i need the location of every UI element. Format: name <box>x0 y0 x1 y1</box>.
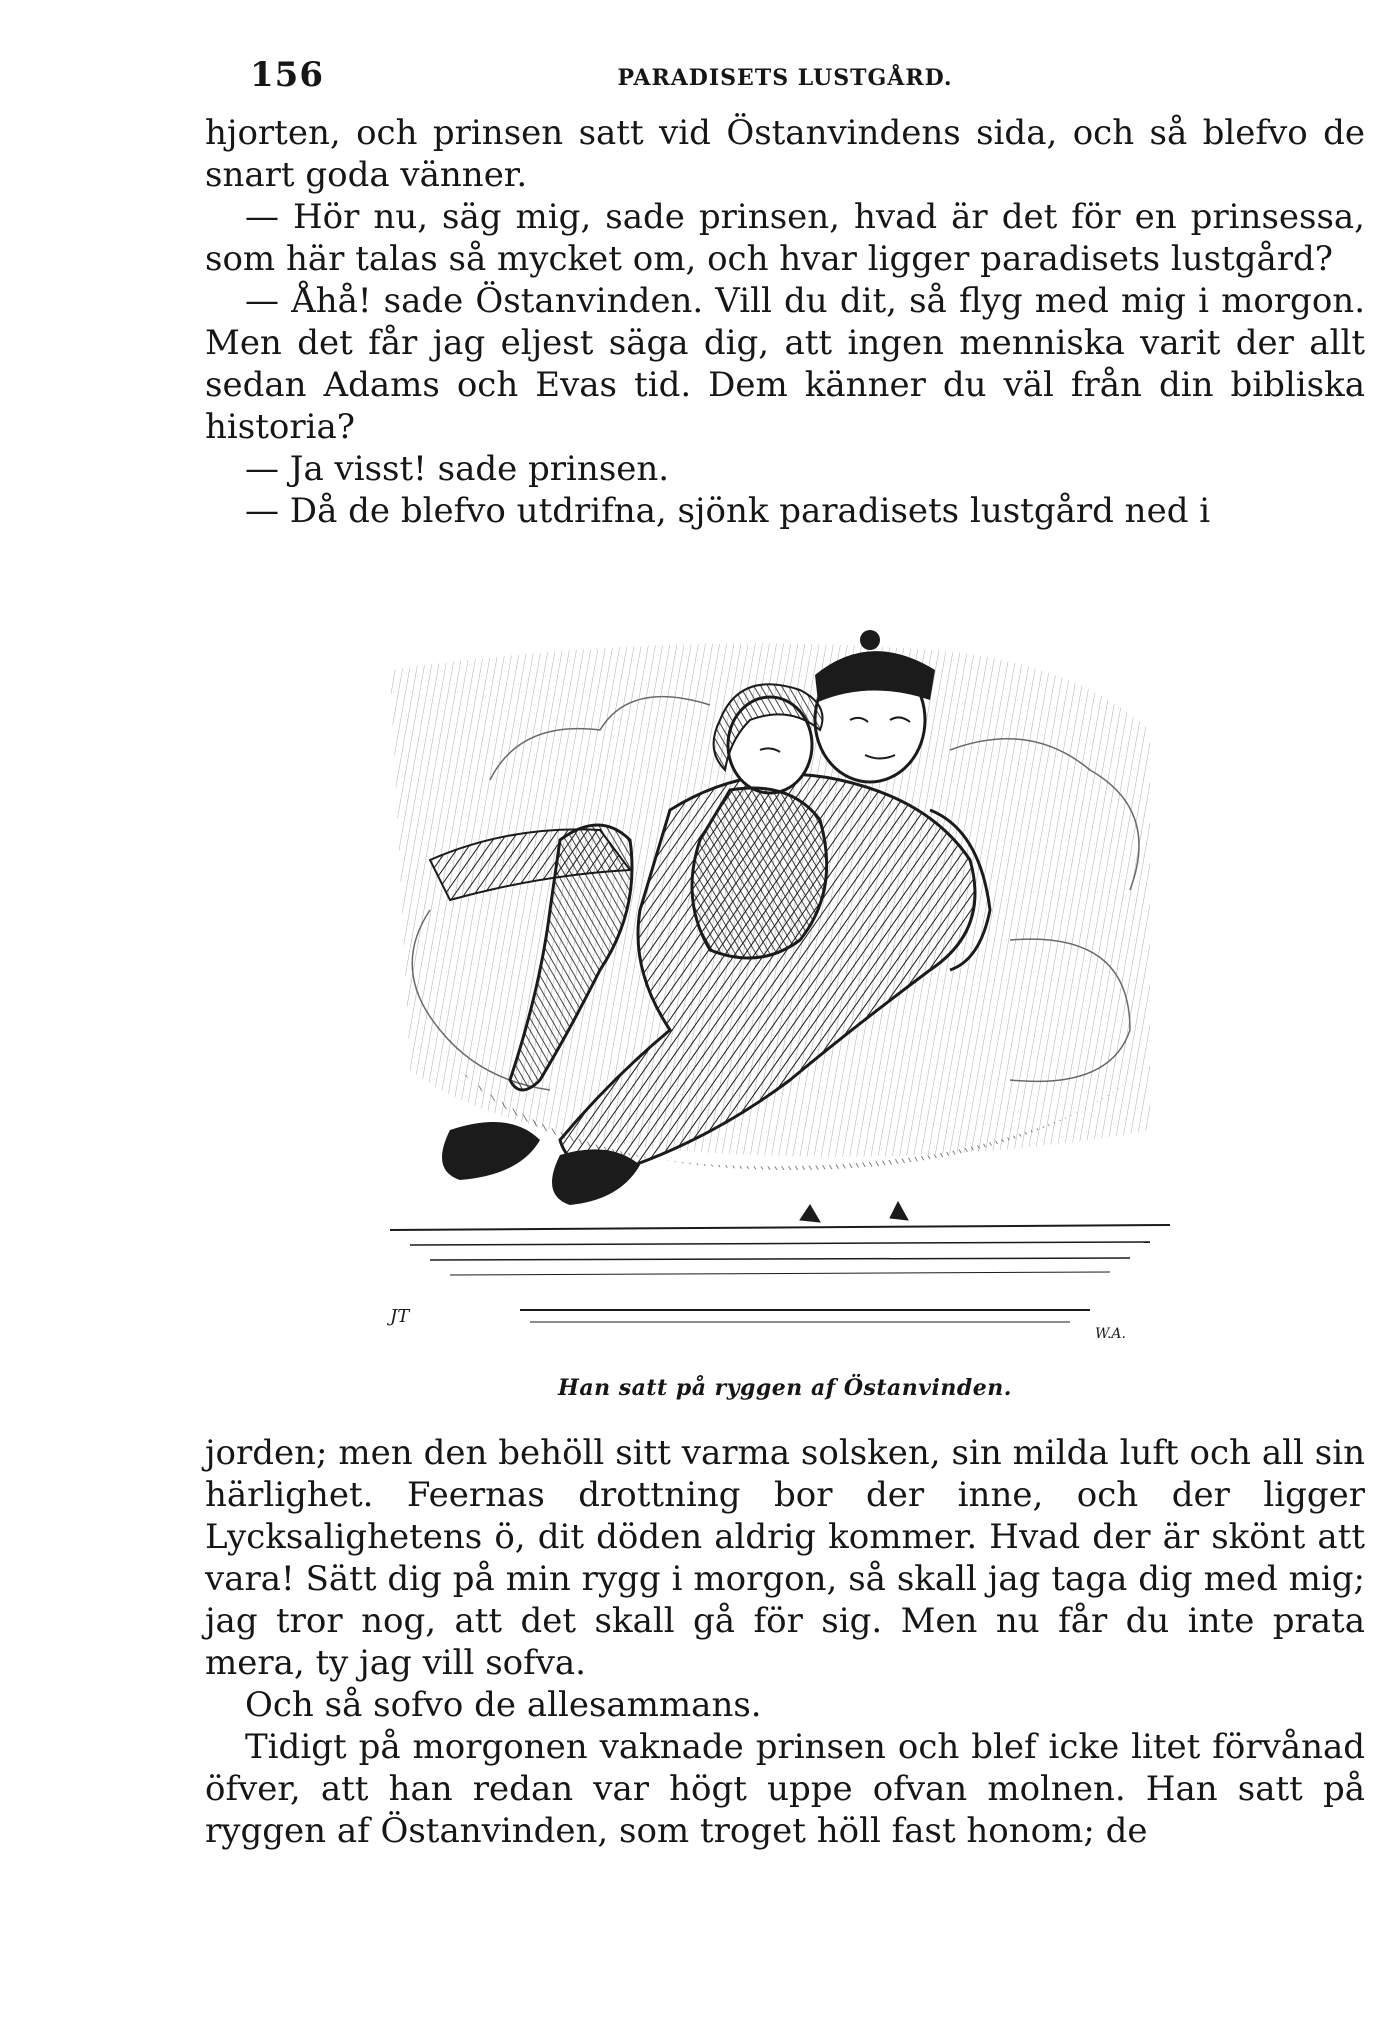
running-head: PARADISETS LUSTGÅRD. <box>617 65 953 91</box>
svg-text:W.A.: W.A. <box>1095 1326 1126 1342</box>
illustration-caption: Han satt på ryggen af Östanvinden. <box>558 1375 1012 1401</box>
engraving-image <box>370 610 1220 1370</box>
paragraph: — Då de blefvo utdrifna, sjönk paradisets lustgård ned i <box>245 491 1211 531</box>
engraving-illustration <box>370 610 1220 1370</box>
page-header <box>205 55 1365 105</box>
page-number: 156 <box>250 55 324 95</box>
paragraph: — Åhå! sade Östanvinden. Vill du dit, så flyg med mig i morgon. Men det får jag eljest säga dig, att ingen menniska varit der allt sedan Adams och Evas tid. Dem känner du väl från din bibliska historia? <box>205 281 1365 447</box>
paragraph: Tidigt på morgonen vaknade prinsen och blef icke litet förvånad öfver, att han redan var högt uppe ofvan molnen. Han satt på ryggen af Östanvinden, som troget höll fast honom; de <box>205 1727 1365 1851</box>
paragraph: — Ja visst! sade prinsen. <box>245 449 670 489</box>
text-block-top <box>205 112 1365 532</box>
svg-text:JT: JT <box>390 1306 410 1327</box>
paragraph: — Hör nu, säg mig, sade prinsen, hvad är det för en prinsessa, som här talas så mycket om, och hvar ligger paradisets lustgård? <box>205 197 1365 279</box>
paragraph: hjorten, och prinsen satt vid Östanvindens sida, och så blefvo de snart goda vänner. <box>205 113 1365 195</box>
paragraph: Och så sofvo de allesammans. <box>245 1685 762 1725</box>
paragraph: jorden; men den behöll sitt varma solsken, sin milda luft och all sin härlighet. Feernas drottning bor der inne, och der ligger Lycksalighetens ö, dit döden aldrig kommer. Hvad der är skönt att vara! Sätt dig på min rygg i morgon, så skall jag taga dig med mig; jag tror nog, att det skall gå för sig. Men nu får du inte prata mera, ty jag vill sofva. <box>205 1433 1365 1683</box>
sea-lines <box>390 1202 1170 1322</box>
text-block-bottom <box>205 1432 1365 1852</box>
